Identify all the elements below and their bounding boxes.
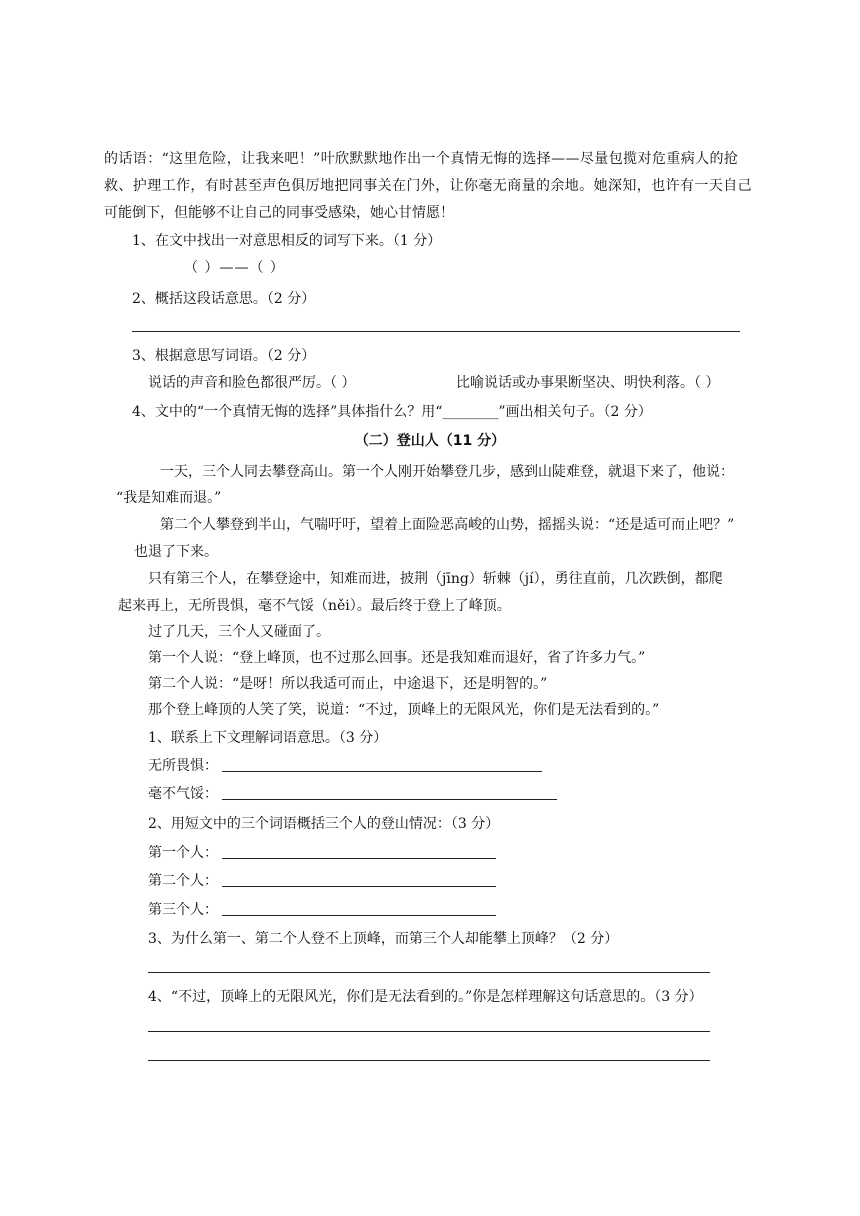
s2-q2-label-b: 第二个人：	[148, 873, 218, 889]
s2-q1-answer-line-b[interactable]	[222, 799, 557, 800]
s1-question-1: 1、在文中找出一对意思相反的词写下来。（1 分）	[132, 233, 442, 249]
passage-line-3: 可能倒下，但能够不让自己的同事受感染，她心甘情愿！	[104, 205, 454, 221]
s1-question-3: 3、根据意思写词语。（2 分）	[132, 348, 316, 364]
s2-paragraph-3a: 只有第三个人，在攀登途中，知难而进，披荆（jīng）斩棘（jí），勇往直前，几次跌倒，都爬	[148, 571, 723, 587]
s2-q3-answer-line[interactable]	[148, 972, 710, 973]
s2-paragraph-2b: 也退了下来。	[134, 544, 218, 560]
s2-question-4: 4、“不过，顶峰上的无限风光，你们是无法看到的。”你是怎样理解这句话意思的。（3 分）	[148, 989, 703, 1005]
s2-paragraph-7: 那个登上峰顶的人笑了笑，说道：“不过，顶峰上的无限风光，你们是无法看到的。”	[148, 702, 660, 718]
s2-q2-answer-line-b[interactable]	[222, 886, 496, 887]
s2-q4-answer-line-2[interactable]	[148, 1060, 710, 1061]
s2-q1-answer-line-a[interactable]	[222, 771, 542, 772]
s1-q1-answer-blank[interactable]: （ ）——（ ）	[184, 260, 285, 276]
s1-q3-item-a[interactable]: 说话的声音和脸色都很严厉。（ ）	[148, 375, 356, 391]
s2-q2-answer-line-c[interactable]	[222, 915, 496, 916]
s2-paragraph-1a: 一天，三个人同去攀登高山。第一个人刚开始攀登几步，感到山陡难登，就退下来了，他说：	[160, 464, 734, 480]
s2-paragraph-5: 第一个人说：“登上峰顶，也不过那么回事。还是我知难而退好，省了许多力气。”	[148, 650, 646, 666]
s2-paragraph-4: 过了几天，三个人又碰面了。	[148, 624, 330, 640]
s2-q2-label-a: 第一个人：	[148, 845, 218, 861]
s2-paragraph-3b: 起来再上，无所畏惧，毫不气馁（něi）。最后终于登上了峰顶。	[118, 598, 511, 614]
s2-question-3: 3、为什么第一、第二个人登不上顶峰，而第三个人却能攀上顶峰？（2 分）	[148, 931, 619, 947]
s2-q2-label-c: 第三个人：	[148, 902, 218, 918]
s2-question-2: 2、用短文中的三个词语概括三个人的登山情况：（3 分）	[148, 816, 500, 832]
s2-paragraph-2a: 第二个人攀登到半山，气喘吁吁，望着上面险恶高峻的山势，摇摇头说：“还是适可而止吧？”	[160, 517, 735, 533]
s1-question-4: 4、文中的“一个真情无悔的选择”具体指什么？用“________”画出相关句子。（2 分）	[132, 404, 652, 420]
s2-paragraph-1b: “我是知难而退。”	[116, 490, 222, 506]
s2-q4-answer-line-1[interactable]	[148, 1031, 710, 1032]
s1-question-2: 2、概括这段话意思。（2 分）	[132, 291, 316, 307]
s1-q2-answer-line[interactable]	[132, 331, 740, 332]
s2-q2-answer-line-a[interactable]	[222, 858, 496, 859]
s2-paragraph-6: 第二个人说：“是呀！所以我适可而止，中途退下，还是明智的。”	[148, 676, 548, 692]
s2-q1-label-b: 毫不气馁：	[148, 786, 218, 802]
passage-line-2: 救、护理工作，有时甚至声色俱厉地把同事关在门外，让你毫无商量的余地。她深知，也许有一天自己	[104, 178, 752, 194]
s1-q3-item-b[interactable]: 比喻说话或办事果断坚决、明快利落。（ ）	[456, 375, 720, 391]
section-2-title: （二）登山人（11 分）	[354, 433, 506, 449]
passage-line-1: 的话语：“这里危险，让我来吧！”叶欣默默地作出一个真情无悔的选择——尽量包揽对危重病人的抢	[104, 151, 739, 167]
s2-question-1: 1、联系上下文理解词语意思。（3 分）	[148, 730, 388, 746]
s2-q1-label-a: 无所畏惧：	[148, 758, 218, 774]
